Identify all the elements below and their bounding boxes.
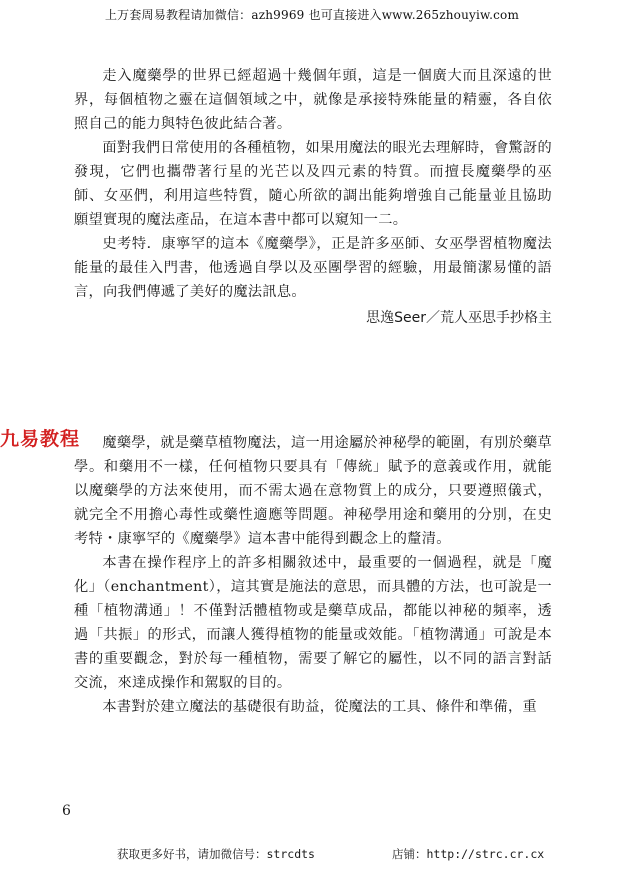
intro-paragraph-1: 魔藥學，就是藥草植物魔法，這一用途屬於神秘學的範圍，有別於藥草學。和藥用不一樣，任何植物只要具有「傳統」賦予的意義或作用，就能以魔藥學的方法來使用，而不需太過在意物質上的成分，只要遵照儀式，就完全不用擔心毒性或藥性適應等問題。神秘學用途和藥用的分別，在史考特・康寧罕的《魔藥學》這本書中能得到觀念上的釐清。: [74, 435, 552, 547]
intro-paragraph-2: 本書在操作程序上的許多相關敘述中，最重要的一個過程，就是「魔化」（enchantment），這其實是施法的意思，而具體的方法，也可說是一種「植物溝通」！不僅對活體植物或是藥草成品，都能以神秘的頻率，透過「共振」的形式，而讓人獲得植物的能量或效能。「植物溝通」可說是本書的重要觀念，對於每一種植物，需要了解它的屬性，以不同的語言對話交流，來達成操作和駕馭的目的。: [74, 555, 552, 691]
page-number: 6: [62, 803, 71, 819]
preface-paragraph-1: 走入魔藥學的世界已經超過十幾個年頭，這是一個廣大而且深遠的世界，每個植物之靈在這個領域之中，就像是承接特殊能量的精靈，各自依照自己的能力與特色彼此結合著。: [74, 68, 552, 132]
footer-wechat-ad: 获取更多好书，请加微信号：strcdts: [117, 847, 315, 861]
watermark-logo: 九易教程: [0, 428, 81, 450]
preface-signature: 思逸Seer／荒人巫思手抄格主: [366, 310, 552, 326]
preface-paragraph-2: 面對我們日常使用的各種植物，如果用魔法的眼光去理解時，會驚訝的發現，它們也攜帶著行星的光芒以及四元素的特質。而擅長魔藥學的巫師、女巫們，利用這些特質，隨心所欲的調出能夠增強自己能量並且協助願望實現的魔法產品，在這本書中都可以窺知一二。: [74, 140, 552, 228]
page-header-ad: 上万套周易教程请加微信：azh9969 也可直接进入www.265zhouyiw.com: [104, 8, 520, 22]
preface-section: [74, 64, 552, 330]
intro-section: [74, 431, 552, 719]
footer-shop-link[interactable]: 店铺：http://strc.cr.cx: [392, 847, 545, 861]
intro-paragraph-3: 本書對於建立魔法的基礎很有助益，從魔法的工具、條件和準備，重: [102, 699, 538, 715]
preface-paragraph-3: 史考特．康寧罕的這本《魔藥學》，正是許多巫師、女巫學習植物魔法能量的最佳入門書，他透過自學以及巫團學習的經驗，用最簡潔易懂的語言，向我們傳遞了美好的魔法訊息。: [74, 236, 552, 300]
